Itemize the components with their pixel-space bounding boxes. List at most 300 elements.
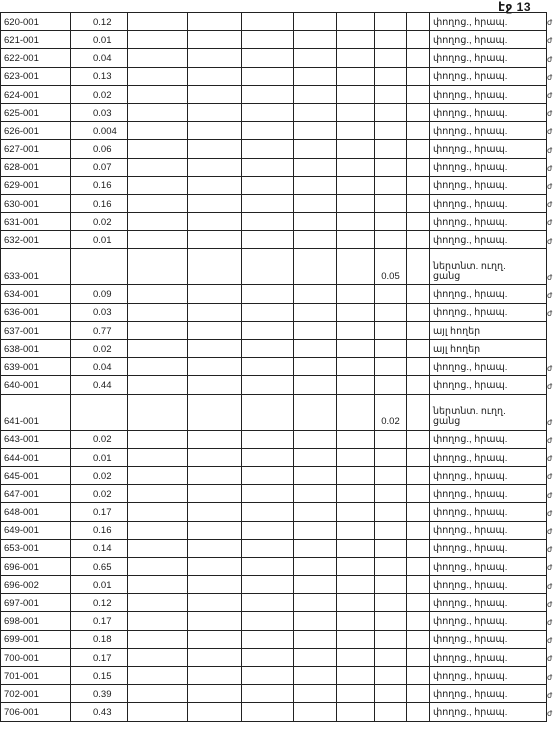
area-value-cell: 0.07 <box>71 159 128 176</box>
margin-mark: ժ <box>547 618 553 627</box>
parcel-code-cell: 628-001 <box>1 159 71 176</box>
area-value-cell: 0.16 <box>71 195 128 212</box>
empty-cell <box>242 667 294 684</box>
empty-cell <box>128 122 188 139</box>
parcel-code-cell: 634-001 <box>1 285 71 302</box>
area-value-cell: 0.01 <box>71 576 128 593</box>
empty-cell <box>337 159 375 176</box>
margin-mark: ժ <box>547 182 553 191</box>
extra-value-cell: 0.02 <box>375 395 407 430</box>
empty-cell <box>407 159 430 176</box>
area-value-cell: 0.39 <box>71 685 128 702</box>
empty-cell <box>407 49 430 66</box>
empty-cell <box>294 703 337 720</box>
empty-cell <box>188 159 242 176</box>
margin-mark: ժ <box>547 381 553 391</box>
empty-cell <box>337 558 375 575</box>
empty-cell <box>337 503 375 520</box>
empty-cell <box>337 104 375 121</box>
margin-mark: ժ <box>547 309 553 318</box>
margin-mark: ժ <box>547 363 553 373</box>
empty-cell <box>242 249 294 284</box>
margin-mark: ժ <box>547 109 553 119</box>
area-value-cell: 0.12 <box>71 13 128 30</box>
empty-cell <box>407 685 430 702</box>
empty-cell <box>128 86 188 103</box>
land-use-cell <box>430 395 546 430</box>
empty-cell <box>337 431 375 448</box>
empty-cell <box>294 649 337 666</box>
empty-cell <box>294 449 337 466</box>
parcel-code-cell: 629-001 <box>1 177 71 194</box>
margin-mark: ժ <box>547 218 553 228</box>
empty-cell <box>337 322 375 339</box>
empty-cell <box>407 594 430 611</box>
area-value-cell: 0.77 <box>71 322 128 339</box>
extra-value-cell <box>375 213 407 230</box>
empty-cell <box>188 558 242 575</box>
area-value-cell <box>71 249 128 284</box>
table-row <box>1 576 546 594</box>
empty-cell <box>407 703 430 720</box>
empty-cell <box>407 249 430 284</box>
empty-cell <box>294 522 337 539</box>
empty-cell <box>242 612 294 629</box>
extra-value-cell <box>375 485 407 502</box>
land-use-cell <box>430 540 546 557</box>
empty-cell <box>242 631 294 648</box>
area-value-cell: 0.16 <box>71 177 128 194</box>
margin-mark: ժ <box>547 672 553 682</box>
empty-cell <box>188 612 242 629</box>
margin-mark: ժ <box>547 272 553 282</box>
land-use-cell <box>430 649 546 666</box>
parcel-code-cell: 620-001 <box>1 13 71 30</box>
land-use-text: փողոց., հրապ. <box>433 216 508 228</box>
parcel-code-cell: 638-001 <box>1 340 71 357</box>
empty-cell <box>294 304 337 321</box>
margin-mark: ժ <box>547 36 553 46</box>
land-use-cell <box>430 86 546 103</box>
empty-cell <box>407 431 430 448</box>
empty-cell <box>407 31 430 48</box>
parcel-code-cell: 630-001 <box>1 195 71 212</box>
parcel-code-cell: 647-001 <box>1 485 71 502</box>
land-use-text: այլ հողեր <box>433 325 481 337</box>
parcel-code-cell: 653-001 <box>1 540 71 557</box>
empty-cell <box>128 449 188 466</box>
empty-cell <box>188 285 242 302</box>
table-row <box>1 358 546 376</box>
empty-cell <box>188 340 242 357</box>
empty-cell <box>407 449 430 466</box>
empty-cell <box>128 576 188 593</box>
area-value-cell: 0.18 <box>71 631 128 648</box>
land-use-text: փողոց., հրապ. <box>433 34 508 46</box>
empty-cell <box>242 122 294 139</box>
empty-cell <box>188 140 242 157</box>
parcel-code-cell: 644-001 <box>1 449 71 466</box>
land-use-text: փողոց., հրապ. <box>433 452 508 464</box>
empty-cell <box>407 104 430 121</box>
empty-cell <box>337 667 375 684</box>
empty-cell <box>188 685 242 702</box>
margin-mark: ժ <box>547 454 553 464</box>
empty-cell <box>407 576 430 593</box>
extra-value-cell <box>375 322 407 339</box>
empty-cell <box>128 140 188 157</box>
empty-cell <box>188 594 242 611</box>
land-use-text: փողոց., հրապ. <box>433 307 508 319</box>
parcel-code-cell: 639-001 <box>1 358 71 375</box>
empty-cell <box>407 213 430 230</box>
empty-cell <box>242 703 294 720</box>
area-value-cell: 0.44 <box>71 376 128 393</box>
empty-cell <box>242 540 294 557</box>
empty-cell <box>294 358 337 375</box>
extra-value-cell <box>375 49 407 66</box>
empty-cell <box>242 304 294 321</box>
table-row <box>1 140 546 158</box>
area-value-cell: 0.01 <box>71 231 128 248</box>
empty-cell <box>242 449 294 466</box>
margin-mark: ժ <box>547 290 553 300</box>
table-row <box>1 612 546 630</box>
empty-cell <box>337 703 375 720</box>
empty-cell <box>188 485 242 502</box>
empty-cell <box>188 631 242 648</box>
area-value-cell: 0.43 <box>71 703 128 720</box>
land-use-cell <box>430 558 546 575</box>
area-value-cell: 0.02 <box>71 86 128 103</box>
empty-cell <box>128 431 188 448</box>
empty-cell <box>407 395 430 430</box>
extra-value-cell <box>375 703 407 720</box>
empty-cell <box>407 649 430 666</box>
land-use-text: փողոց., հրապ. <box>433 107 508 119</box>
empty-cell <box>294 177 337 194</box>
land-use-cell <box>430 594 546 611</box>
empty-cell <box>188 177 242 194</box>
land-use-text: փողոց., հրապ. <box>433 470 508 482</box>
table-row <box>1 703 546 721</box>
empty-cell <box>407 503 430 520</box>
parcel-code-cell: 632-001 <box>1 231 71 248</box>
table-row <box>1 540 546 558</box>
margin-mark: ժ <box>547 200 553 210</box>
margin-mark: ժ <box>547 563 553 573</box>
empty-cell <box>337 177 375 194</box>
land-use-cell <box>430 49 546 66</box>
extra-value-cell <box>375 376 407 393</box>
empty-cell <box>337 195 375 212</box>
empty-cell <box>337 140 375 157</box>
extra-value-cell <box>375 431 407 448</box>
margin-mark: ժ <box>547 490 553 500</box>
empty-cell <box>294 195 337 212</box>
parcel-code-cell: 698-001 <box>1 612 71 629</box>
margin-mark: ժ <box>547 145 553 155</box>
empty-cell <box>188 231 242 248</box>
table-row <box>1 522 546 540</box>
table-row <box>1 485 546 503</box>
empty-cell <box>128 13 188 30</box>
extra-value-cell <box>375 195 407 212</box>
empty-cell <box>294 467 337 484</box>
margin-mark: ժ <box>547 545 553 555</box>
empty-cell <box>242 594 294 611</box>
table-row <box>1 304 546 322</box>
table-row <box>1 122 546 140</box>
parcel-code-cell: 641-001 <box>1 395 71 430</box>
empty-cell <box>294 340 337 357</box>
empty-cell <box>128 685 188 702</box>
table-row <box>1 685 546 703</box>
land-use-text: փողոց., հրապ. <box>433 89 508 101</box>
empty-cell <box>242 68 294 85</box>
extra-value-cell <box>375 304 407 321</box>
empty-cell <box>337 49 375 66</box>
empty-cell <box>337 249 375 284</box>
empty-cell <box>407 540 430 557</box>
empty-cell <box>128 703 188 720</box>
empty-cell <box>337 231 375 248</box>
empty-cell <box>294 49 337 66</box>
land-use-text: փողոց., հրապ. <box>433 198 508 210</box>
land-use-text: փողոց., հրապ. <box>433 525 508 537</box>
land-use-cell <box>430 304 546 321</box>
table-row <box>1 213 546 231</box>
empty-cell <box>188 249 242 284</box>
table-row <box>1 631 546 649</box>
empty-cell <box>294 431 337 448</box>
empty-cell <box>337 467 375 484</box>
extra-value-cell <box>375 13 407 30</box>
land-use-text: փողոց., հրապ. <box>433 289 508 301</box>
empty-cell <box>188 503 242 520</box>
empty-cell <box>188 49 242 66</box>
parcel-code-cell: 648-001 <box>1 503 71 520</box>
empty-cell <box>188 376 242 393</box>
parcel-code-cell: 643-001 <box>1 431 71 448</box>
empty-cell <box>188 304 242 321</box>
land-use-cell <box>430 467 546 484</box>
empty-cell <box>294 68 337 85</box>
area-value-cell: 0.01 <box>71 449 128 466</box>
land-use-cell <box>430 140 546 157</box>
empty-cell <box>188 31 242 48</box>
empty-cell <box>128 104 188 121</box>
empty-cell <box>294 31 337 48</box>
empty-cell <box>128 159 188 176</box>
land-use-text: փողոց., հրապ. <box>433 616 508 628</box>
table-row <box>1 104 546 122</box>
land-use-text: փողոց., հրապ. <box>433 670 508 682</box>
area-value-cell: 0.02 <box>71 213 128 230</box>
land-use-cell <box>430 122 546 139</box>
area-value-cell: 0.03 <box>71 304 128 321</box>
empty-cell <box>337 13 375 30</box>
empty-cell <box>407 177 430 194</box>
empty-cell <box>188 540 242 557</box>
empty-cell <box>407 467 430 484</box>
area-value-cell: 0.65 <box>71 558 128 575</box>
land-use-text: փողոց., հրապ. <box>433 53 508 65</box>
empty-cell <box>242 467 294 484</box>
empty-cell <box>188 395 242 430</box>
land-use-cell <box>430 322 546 339</box>
empty-cell <box>407 140 430 157</box>
land-use-text: փողոց., հրապ. <box>433 162 508 174</box>
table-row <box>1 31 546 49</box>
empty-cell <box>128 249 188 284</box>
empty-cell <box>337 395 375 430</box>
land-use-cell <box>430 285 546 302</box>
area-value-cell: 0.02 <box>71 340 128 357</box>
empty-cell <box>242 358 294 375</box>
table-row <box>1 467 546 485</box>
empty-cell <box>407 612 430 629</box>
land-use-cell <box>430 431 546 448</box>
extra-value-cell <box>375 231 407 248</box>
land-use-cell <box>430 68 546 85</box>
empty-cell <box>337 449 375 466</box>
empty-cell <box>294 667 337 684</box>
table-row <box>1 449 546 467</box>
extra-value-cell <box>375 649 407 666</box>
empty-cell <box>337 685 375 702</box>
land-use-cell <box>430 340 546 357</box>
land-use-cell <box>430 159 546 176</box>
table-row <box>1 195 546 213</box>
extra-value-cell <box>375 340 407 357</box>
extra-value-cell <box>375 685 407 702</box>
parcel-code-cell: 645-001 <box>1 467 71 484</box>
parcel-code-cell: 701-001 <box>1 667 71 684</box>
land-use-text: փողոց., հրապ. <box>433 688 508 700</box>
land-use-text: փողոց., հրապ. <box>433 71 508 83</box>
empty-cell <box>188 522 242 539</box>
area-value-cell <box>71 395 128 430</box>
extra-value-cell <box>375 576 407 593</box>
empty-cell <box>337 612 375 629</box>
land-use-cell <box>430 104 546 121</box>
empty-cell <box>294 213 337 230</box>
empty-cell <box>294 159 337 176</box>
page-number: էջ 13 <box>498 0 531 14</box>
area-value-cell: 0.15 <box>71 667 128 684</box>
extra-value-cell <box>375 159 407 176</box>
area-value-cell: 0.04 <box>71 49 128 66</box>
empty-cell <box>188 431 242 448</box>
table-row <box>1 322 546 340</box>
table-row <box>1 395 546 431</box>
empty-cell <box>337 376 375 393</box>
empty-cell <box>128 322 188 339</box>
empty-cell <box>337 358 375 375</box>
empty-cell <box>242 231 294 248</box>
margin-mark: ժ <box>547 654 553 664</box>
empty-cell <box>188 104 242 121</box>
parcel-code-cell: 622-001 <box>1 49 71 66</box>
empty-cell <box>294 86 337 103</box>
empty-cell <box>407 285 430 302</box>
land-use-cell <box>430 503 546 520</box>
land-use-text: փողոց., հրապ. <box>433 634 508 646</box>
extra-value-cell <box>375 358 407 375</box>
land-use-cell <box>430 195 546 212</box>
land-use-cell <box>430 685 546 702</box>
empty-cell <box>407 322 430 339</box>
parcel-code-cell: 625-001 <box>1 104 71 121</box>
land-use-text: ցանց <box>433 271 461 282</box>
area-value-cell: 0.14 <box>71 540 128 557</box>
empty-cell <box>128 522 188 539</box>
margin-mark: ժ <box>547 127 553 137</box>
area-value-cell: 0.12 <box>71 594 128 611</box>
empty-cell <box>128 68 188 85</box>
extra-value-cell: 0.05 <box>375 249 407 284</box>
empty-cell <box>128 195 188 212</box>
empty-cell <box>294 395 337 430</box>
empty-cell <box>188 86 242 103</box>
area-value-cell: 0.09 <box>71 285 128 302</box>
empty-cell <box>407 195 430 212</box>
empty-cell <box>128 612 188 629</box>
parcel-code-cell: 697-001 <box>1 594 71 611</box>
parcel-code-cell: 624-001 <box>1 86 71 103</box>
land-use-text: փողոց., հրապ. <box>433 652 508 664</box>
land-use-cell <box>430 358 546 375</box>
margin-mark: ժ <box>547 72 553 82</box>
empty-cell <box>188 13 242 30</box>
parcel-code-cell: 706-001 <box>1 703 71 720</box>
land-use-cell <box>430 631 546 648</box>
empty-cell <box>337 31 375 48</box>
empty-cell <box>242 522 294 539</box>
empty-cell <box>407 558 430 575</box>
table-row <box>1 68 546 86</box>
margin-mark: ժ <box>547 163 553 173</box>
parcel-code-cell: 696-002 <box>1 576 71 593</box>
empty-cell <box>407 122 430 139</box>
land-use-text: փողոց., հրապ. <box>433 125 508 137</box>
margin-mark: ժ <box>547 599 553 609</box>
parcel-code-cell: 636-001 <box>1 304 71 321</box>
empty-cell <box>188 213 242 230</box>
empty-cell <box>337 631 375 648</box>
empty-cell <box>242 685 294 702</box>
margin-mark: ժ <box>547 527 553 536</box>
empty-cell <box>188 358 242 375</box>
area-value-cell: 0.03 <box>71 104 128 121</box>
area-value-cell: 0.02 <box>71 431 128 448</box>
table-row <box>1 431 546 449</box>
extra-value-cell <box>375 31 407 48</box>
empty-cell <box>128 667 188 684</box>
table-row <box>1 13 546 31</box>
empty-cell <box>128 31 188 48</box>
empty-cell <box>407 86 430 103</box>
extra-value-cell <box>375 667 407 684</box>
empty-cell <box>407 340 430 357</box>
land-use-cell <box>430 249 546 284</box>
empty-cell <box>242 195 294 212</box>
empty-cell <box>128 285 188 302</box>
area-value-cell: 0.06 <box>71 140 128 157</box>
parcel-code-cell: 633-001 <box>1 249 71 284</box>
empty-cell <box>242 213 294 230</box>
